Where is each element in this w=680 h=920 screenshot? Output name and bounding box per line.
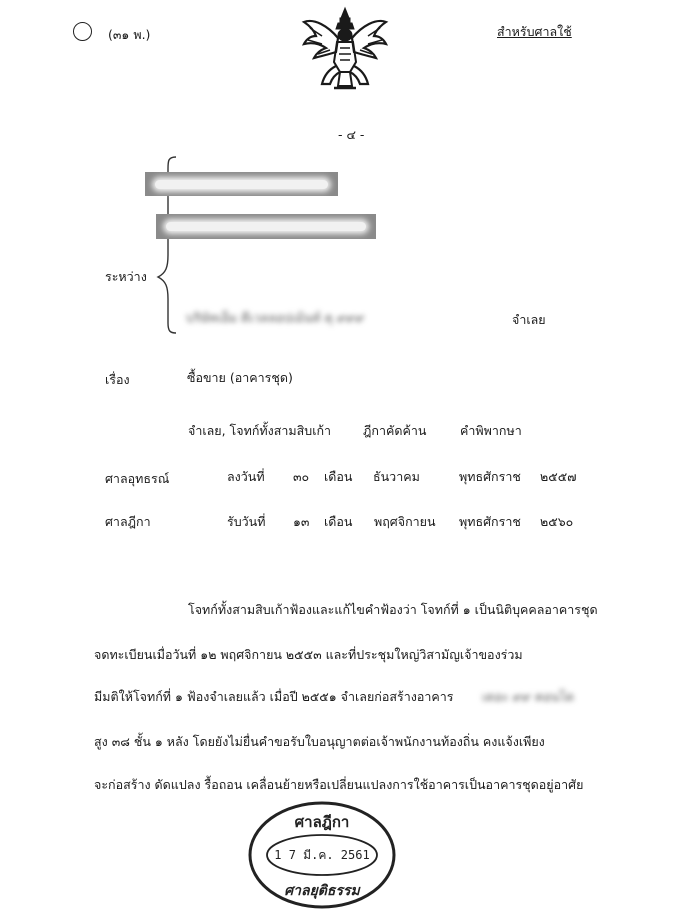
court-row-1-date-label: ลงวันที่ [227, 469, 265, 484]
body-line-3-blurred: เดอะ ๙๙ คอนโด [482, 689, 575, 704]
court-row-2-era-label: พุทธศักราช [459, 514, 521, 529]
body-line-5: จะก่อสร้าง ดัดแปลง รื้อถอน เคลื่อนย้ายหรือเปลี่ยนแปลงการใช้อาคารเป็นอาคารชุดอยู่อาศัย [94, 777, 584, 792]
court-row-2-court: ศาลฎีกา [105, 514, 151, 529]
stamp-top-text: ศาลฎีกา [294, 813, 350, 831]
defendant-role: จำเลย [512, 312, 546, 327]
supreme-court-stamp [248, 800, 396, 910]
court-row-1-court: ศาลอุทธรณ์ [105, 471, 170, 486]
court-row-1-year: ๒๕๕๗ [540, 469, 577, 484]
court-row-2-month-label: เดือน [324, 514, 353, 529]
form-number: (๓๑ พ.) [108, 27, 151, 42]
court-row-1-era-label: พุทธศักราช [459, 469, 521, 484]
body-line-4: สูง ๓๘ ชั้น ๑ หลัง โดยยังไม่ยื่นคำขอรับใบอนุญาตต่อเจ้าพนักงานท้องถิ่น คงแจ้งเพียง [94, 734, 545, 749]
court-row-2-month: พฤศจิกายน [374, 514, 436, 529]
circle-mark [73, 22, 92, 41]
court-row-1-day: ๓๐ [293, 469, 310, 484]
subject-value: ซื้อขาย (อาคารชุด) [187, 370, 293, 385]
court-row-2-year: ๒๕๖๐ [540, 514, 574, 529]
defendant-name: บริษัทเอ็ม ดีเวลลอปเม้นท์ คุ ๙๙๙ [186, 310, 365, 325]
page-number: - ๔ - [338, 127, 365, 142]
court-row-1-month-label: เดือน [324, 469, 353, 484]
appeal-parties: จำเลย, โจทก์ทั้งสามสิบเก้า [188, 423, 332, 438]
redacted-plaintiff-2 [156, 214, 376, 239]
appeal-action: ฎีกาคัดค้าน [363, 423, 427, 438]
body-line-1: โจทก์ทั้งสามสิบเก้าฟ้องและแก้ไขคำฟ้องว่า โจทก์ที่ ๑ เป็นนิติบุคคลอาคารชุด [188, 602, 598, 617]
subject-label: เรื่อง [105, 372, 130, 387]
court-row-2-date-label: รับวันที่ [227, 514, 266, 529]
between-label: ระหว่าง [105, 269, 147, 284]
appeal-target: คำพิพากษา [460, 423, 522, 438]
body-line-2: จดทะเบียนเมื่อวันที่ ๑๒ พฤศจิกายน ๒๕๕๓ และที่ประชุมใหญ่วิสามัญเจ้าของร่วม [94, 647, 523, 662]
stamp-date: 1 7 มี.ค. 2561 [274, 848, 370, 862]
body-line-3: มีมติให้โจทก์ที่ ๑ ฟ้องจำเลยแล้ว เมื่อปี ๒๕๕๑ จำเลยก่อสร้างอาคาร [94, 689, 454, 704]
stamp-bottom-text: ศาลยุติธรรม [284, 883, 360, 899]
court-use-label: สำหรับศาลใช้ [497, 24, 572, 39]
redacted-plaintiff-1 [145, 172, 338, 196]
garuda-emblem-icon [300, 6, 390, 92]
court-row-2-day: ๑๓ [293, 514, 310, 529]
court-row-1-month: ธันวาคม [373, 469, 420, 484]
